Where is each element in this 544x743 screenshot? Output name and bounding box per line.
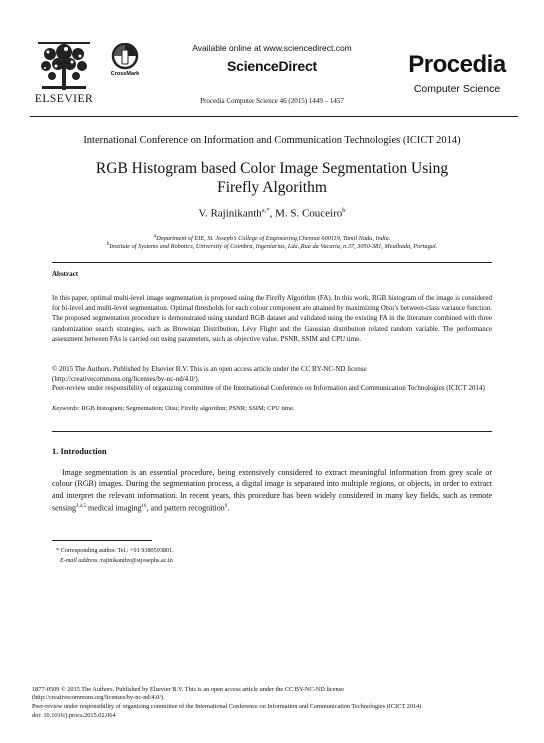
- author-2[interactable]: M. S. Couceiro: [275, 207, 343, 220]
- author-list: [60, 207, 484, 220]
- intro-text-3: , and pattern recognition: [146, 503, 225, 513]
- intro-text-2: medical imaging: [86, 503, 142, 513]
- footer-peer-review-line: Peer-review under responsibility of organizing committee of the International Conference on Information and Communication Technologies (ICICT 2014): [32, 703, 422, 710]
- email-label: E-mail address :: [60, 557, 102, 564]
- corresponding-author-mark[interactable]: *: [266, 207, 270, 214]
- footer-license-url[interactable]: (http://creativecommons.org/licenses/by-nc-nd/4.0/).: [32, 694, 165, 701]
- affiliation-b-mark: b: [106, 241, 110, 247]
- sciencedirect-wordmark: ScienceDirect: [226, 58, 317, 74]
- procedia-subtitle: Computer Science: [413, 83, 501, 95]
- abstract-text: In this paper, optimal multi-level image segmentation is proposed using the Firefly Algorithm (FA). In this work, RGB histogram of the image is considered for bi-level and multi-level segmentation. Optimal thresholds for each colour component are attained by maximizing Otsu’s between-class variance function. The proposed segmentation procedure is demonstrated using standard RGB dataset and validated using the existing FA in the literature combined with three randomization search strategies, such as Brownian Distribution, Lévy Flight and the Gaussian distribution related random variable. The performance assessment between FAs is carried out using parameters, such as objective value, PSNR, SSIM and CPU time.: [52, 294, 492, 343]
- section-heading-introduction: 1. Introduction: [52, 446, 107, 456]
- intro-text-1: Image segmentation is an essential procedure, being extensively considered to extract meaningful information from grey scale or colour (RGB) images. During the segmentation process, a digital image is separated into multiple regions, or objects, in order to extract and interpret the relevant information. In recent years, this procedure has been widely considered in many key fields, such as remote sensing: [52, 468, 492, 513]
- crossmark-icon: [108, 43, 142, 71]
- conference-name: International Conference on Information and Communication Technologies (ICICT 2014): [83, 135, 461, 146]
- journal-reference: Procedia Computer Science 46 (2015) 1449 – 1457: [200, 97, 344, 105]
- peer-review-statement: Peer-review under responsibility of organizing committee of the International Conference on Information and Communication Technologies (ICICT 2014): [52, 384, 485, 392]
- citation-ref[interactable]: 9: [224, 503, 228, 509]
- introduction-paragraph: [52, 467, 492, 514]
- keywords: [52, 405, 492, 412]
- abstract-bottom-rule: [52, 431, 492, 432]
- procedia-title: Procedia: [408, 51, 506, 78]
- paper-title: [60, 159, 484, 197]
- keywords-label: Keywords:: [52, 405, 80, 412]
- author-separator: ,: [269, 207, 276, 220]
- paper-title-line-1: RGB Histogram based Color Image Segmentation Using: [95, 160, 449, 177]
- copyright-notice: © 2015 The Authors. Published by Elsevier B.V. This is an open access article under the CC BY-NC-ND license: [52, 365, 367, 373]
- elsevier-tree-icon: [36, 40, 92, 92]
- footer-doi[interactable]: doi: 10.1016/j.procs.2015.02.064: [32, 712, 116, 719]
- available-online-text: Available online at www.sciencedirect.com: [192, 43, 352, 53]
- footnote-rule: [52, 540, 152, 541]
- crossmark-label: CrossMark: [110, 71, 140, 77]
- corresponding-author-note: * Corresponding author. Tel.: +91 9380593801.: [56, 547, 174, 554]
- affiliation-b-text: Institute of Systems and Robotics, University of Coimbra, Ingeniarius, Lda.,Rua da Vacaria, n.37, 3050-381, Mealhada, Portugal.: [109, 243, 438, 251]
- keywords-list: RGB histogram; Segmentation; Otsu; Firefly algorithm; PSNR; SSIM; CPU time.: [79, 405, 295, 412]
- author-1[interactable]: V. Rajinikanth: [198, 207, 262, 220]
- email-link[interactable]: rajinikanthv@stjosephs.ac.in: [101, 557, 173, 564]
- abstract-top-rule: [52, 262, 492, 263]
- author-email: [60, 557, 173, 564]
- footer-license-line[interactable]: [32, 693, 532, 702]
- crossmark-badge[interactable]: [108, 43, 142, 83]
- citation-ref[interactable]: 16: [141, 503, 147, 509]
- paper-title-line-2: Firefly Algorithm: [217, 179, 327, 196]
- citation-ref[interactable]: 3,4,5: [76, 503, 86, 509]
- affiliation-a-text: Department of EIE, St. Joseph’s College of Engineering,Chennai 600119, Tamil Nadu, India.: [156, 235, 391, 243]
- affiliation-b: [40, 241, 504, 250]
- elsevier-wordmark: ELSEVIER: [34, 93, 94, 105]
- header-divider: [30, 116, 518, 117]
- footer-issn-line: 1877-0509 © 2015 The Authors. Published by Elsevier B.V. This is an open access article under the CC BY-NC-ND license: [32, 686, 344, 693]
- license-url[interactable]: (http://creativecommons.org/licenses/by-nc-nd/4.0/).: [52, 375, 200, 383]
- intro-text-4: .: [227, 503, 230, 513]
- affiliation-a-mark: a: [153, 233, 157, 239]
- author-1-affiliation-mark: a,: [261, 207, 267, 214]
- author-2-affiliation-mark: b: [342, 207, 346, 214]
- elsevier-logo: [30, 40, 98, 106]
- abstract-heading: Abstract: [52, 270, 79, 278]
